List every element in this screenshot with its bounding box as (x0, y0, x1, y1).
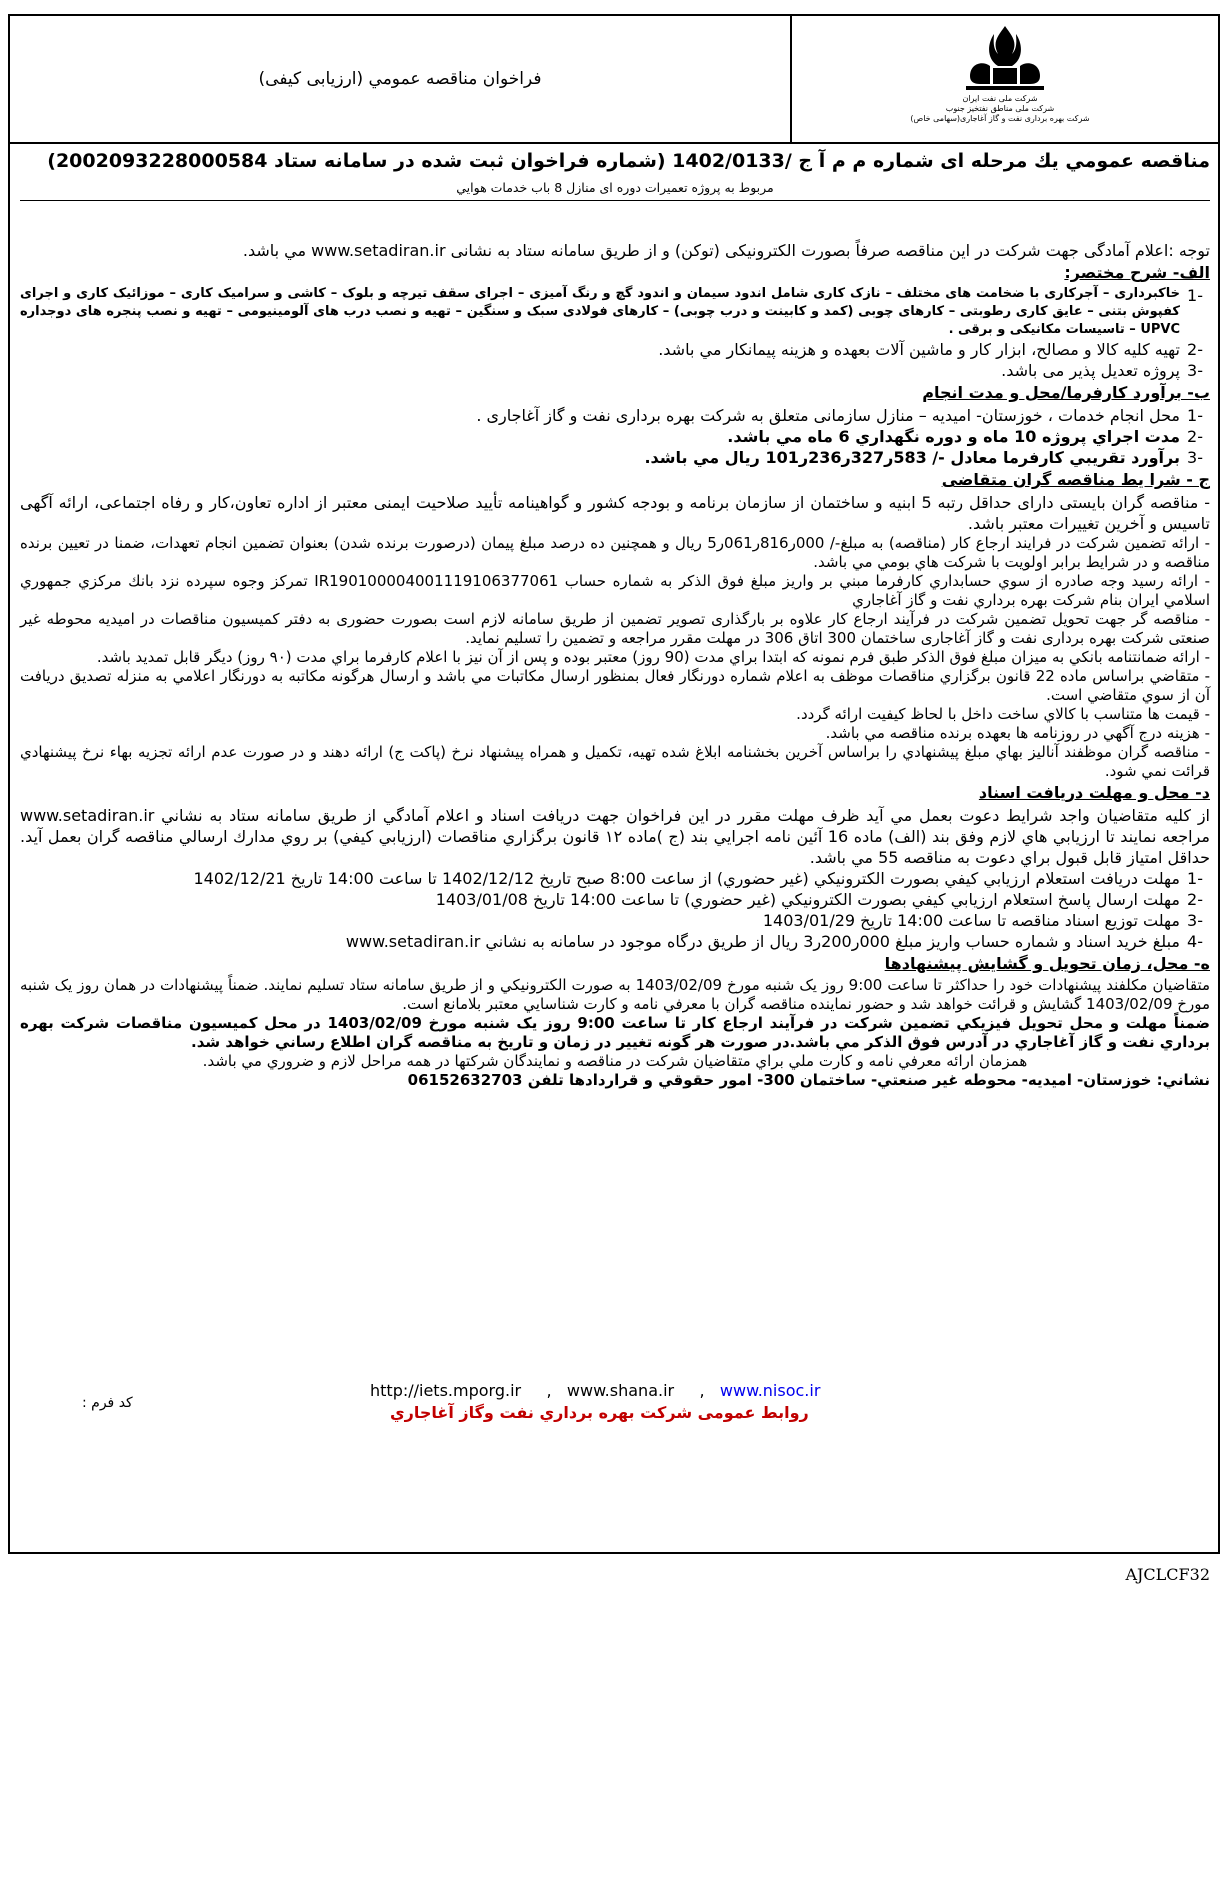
list-item: -2 مدت اجراي پروژه 10 ماه و دوره نگهداري 6 ماه مي باشد. (727, 427, 1203, 446)
list-item: -3 پروژه تعديل پذير می باشد. (1001, 361, 1203, 380)
section-be-heading: ب- برآورد كارفرما/محل و مدت انجام (922, 383, 1210, 402)
form-code: AJCLCF32 (1125, 1565, 1210, 1584)
title-divider (20, 200, 1210, 201)
logo-caption (790, 94, 1210, 124)
list-item: -3 مهلت توزيع اسناد مناقصه تا ساعت 14:00 تاريخ 1403/01/29 (762, 911, 1203, 930)
link-iets[interactable]: http://iets.mporg.ir (370, 1381, 522, 1400)
section-de-intro: از كليه متقاضيان واجد شرايط دعوت بعمل مي آيد ظرف مهلت مقرر در اين فراخوان جهت دريافت اسناد و اعلام آمادگي از طريق سامانه ستاد به نشاني www.setadiran.ir مراجعه نمايند تا ارزيابي هاي لازم وفق بند (الف) ماده 16 آئين نامه اجرايي بند (ج )ماده ۱۲ قانون برگزاري مناقصات (ارزيابي كيفي) بر روي مدارك ارسالي مناقصه گران بعمل آيد. حداقل امتياز قابل قبول براي دعوت به مناقصه 55 مي باشد. (20, 806, 1211, 867)
list-item: -4 مبلغ خريد اسناد و شماره حساب واريز مبلغ 000ر200ر3 ريال از طريق درگاه موجود در سامانه به نشاني www.setadiran.ir (345, 932, 1203, 951)
tender-title: مناقصه عمومي يك مرحله ای شماره م م آ ج /1402/0133 (شماره فراخوان ثبت شده در سامانه ستاد 2002093228000584) (47, 150, 1210, 172)
section-he-bold-text: ضمناً مهلت و محل تحويل فيزيكي تضمين شركت در فرآيند ارجاع كار تا ساعت 9:00 روز يک شنبه مورخ 1403/02/09 در محل كميسيون مناقصات شركت بهره برداري نفت و گاز آغاجاري در آدرس فوق الذكر مي باشد.در صورت هر گونه تغيير در زمان و تاريخ به مناقصه گران اطلاع رساني خواهد شد. (20, 1014, 1210, 1051)
list-item: -1 خاکبرداری – آجرکاری با ضخامت های مختلف – نازک کاری شامل اندود سيمان و اندود گچ و رنگ آميزی – اجرای سقف تيرچه و بلوک – کاشی و سراميک کاری – موزائيک کاری و اجرای کفپوش بتنی – عايق کاری رطوبتی – کارهای چوبی (کمد و کابينت و درب چوبی) – کارهای فولادی سبک و سنگين – تهيه و نصب درب های آلومينيومی – تهيه و نصب پنجره های دوجداره UPVC – تاسيسات مکانيکی و برقی . (20, 286, 1203, 337)
section-he-heading: ه- محل، زمان تحويل و گشايش پيشنهادها (884, 954, 1210, 973)
list-item: -2 مهلت ارسال پاسخ استعلام ارزيابي كيفي بصورت الكترونيكي (غير حضوري) تا ساعت 14:00 تاريخ 1403/01/08 (435, 890, 1203, 909)
list-item: -1 محل انجام خدمات ، خوزستان- اميديه – منازل سازمانی متعلق به شرکت بهره برداری نفت و گاز آغاجاری . (476, 406, 1203, 425)
form-code-label: کد فرم : (82, 1395, 133, 1411)
footer-links (370, 1381, 820, 1400)
list-item: - قيمت ها متناسب با كالاي ساخت داخل با لحاظ كيفيت ارائه گردد. (796, 705, 1210, 723)
logo-line: شرکت ملی نفت ایران (962, 94, 1038, 103)
list-item: - مناقصه گر جهت تحويل تضمين شرکت در فرآيند ارجاع کار علاوه بر بارگذاری تصوير تضمين از طريق سامانه لازم است بصورت حضوری به دفتر کميسيون مناقصات در اميديه محوطه غير صنعتی شرکت بهره برداری نفت و گاز آغاجاری ساختمان 300 اتاق 306 در مهلت مقرر مراجعه و تضمين را تسليم نمايد. (20, 610, 1210, 647)
company-logo (792, 16, 1220, 142)
tender-subtitle: مربوط به پروژه تعميرات دوره ای منازل 8 باب خدمات هوايي (456, 180, 774, 195)
list-item: - ارائه ضمانتنامه بانكي به ميزان مبلغ فوق الذكر طبق فرم نمونه كه ابتدا براي مدت (90 روز) معتبر بوده و پس از آن نيز با اعلام كارفرما براي مدت (۹۰ روز) ديگر قابل تمديد باشد. (96, 648, 1210, 666)
list-item: - مناقصه گران موظفند آناليز بهاي مبلغ پيشنهادي را براساس آخرين بخشنامه ابلاغ شده تهيه، تكميل و همراه پيشنهاد نرخ (پاكت ج) ارائه دهند و در صورت عدم ارائه تجزيه بهاء نرخ پيشنهادي قرائت نمي شود. (20, 743, 1210, 780)
link-separator: , (699, 1381, 705, 1400)
logo-line: شرکت ملی مناطق نفتخیز جنوب (945, 104, 1055, 113)
flame-emblem-icon (960, 24, 1050, 92)
link-nisoc[interactable]: www.nisoc.ir (719, 1381, 821, 1400)
list-item: -3 برآورد تقريبي كارفرما معادل -/ 583ر327ر236ر101 ريال مي باشد. (644, 448, 1203, 467)
list-item: - هزينه درج آگهي در روزنامه ها بعهده برنده مناقصه مي باشد. (825, 724, 1210, 742)
header (10, 16, 1218, 144)
header-title: فراخوان مناقصه عمومي (ارزيابی کيفی) (258, 69, 542, 89)
section-he-text: متقاضيان مكلفند پيشنهادات خود را حداكثر تا ساعت 9:00 روز يک شنبه مورخ 1403/02/09 به صورت الكترونيكي و از طريق سامانه ستاد تسليم نمايند. ضمناً پيشنهادات در همان روز يک شنبه مورخ 1403/02/09 گشايش و قرائت خواهد شد و حضور نماينده مناقصه گران با معرفي نامه و كارت شناسايي معتبر بلامانع است. (20, 976, 1211, 1013)
logo-line: شرکت بهره برداری نفت و گاز آغاجاری(سهامی خاص) (910, 114, 1090, 123)
link-shana[interactable]: www.shana.ir (566, 1381, 675, 1400)
notice-text: توجه :اعلام آمادگی جهت شرکت در اين مناقصه صرفاً بصورت الکترونيکی (توکن) و از طريق سامانه ستاد به نشانی www.setadiran.ir مي باشد. (242, 241, 1210, 260)
section-he-note: همزمان ارائه معرفي نامه و كارت ملي براي متقاضيان شركت در مناقصه و نمايندگان شركتها در همه مراحل لازم و ضروري مي باشد. (202, 1052, 1028, 1070)
notice-frame (8, 14, 1220, 1554)
public-relations-label: روابط عمومی شرکت بهره برداري نفت وگاز آغاجاري (390, 1403, 809, 1422)
section-je-heading: ج - شرا يط مناقصه گران متقاضی (941, 470, 1210, 489)
list-item: - ارائه رسيد وجه صادره از سوي حسابداري كارفرما مبني بر واريز مبلغ فوق الذكر به شماره حساب IR190100004001119106377061 تمركز وجوه سپرده نزد بانك مركزي جمهوري اسلامي ايران بنام شركت بهره برداري نفت و گاز آغاجاري (20, 572, 1210, 609)
section-alef-heading: الف- شرح مختصر: (1064, 263, 1210, 282)
link-separator: , (546, 1381, 552, 1400)
section-de-heading: د- محل و مهلت دريافت اسناد (978, 783, 1210, 802)
notice-body (20, 240, 1210, 1090)
contact-address: نشاني: خوزستان- اميديه- محوطه غير صنعتي- ساختمان 300- امور حقوقي و قراردادها تلفن 06152632703 (407, 1071, 1210, 1089)
list-item: - ارائه تضمين شرکت در فرايند ارجاع کار (مناقصه) به مبلغ-/ 000ر816ر061ر5 ريال و همچنين ده درصد مبلغ پيمان (درصورت برنده شدن) بعنوان تضمين انجام تعهدات، ضمنا در تعيين برنده مناقصه و در شرايط برابر اولويت با شركت هاي بومي مي باشد. (20, 534, 1210, 571)
list-item: - متقاضي براساس ماده 22 قانون برگزاري مناقصات موظف به اعلام شماره دورنگار فعال بمنظور ارسال مكاتبات مي باشد و ارسال هرگونه مكاتبه به دورنگار اعلامي به منزله تصديق دريافت آن از سوي متقاضي است. (20, 667, 1210, 704)
list-item: - مناقصه گران بايستی دارای حداقل رتبه 5 ابنيه و ساختمان از سازمان برنامه و بودجه کشور و گواهينامه تأييد صلاحيت ايمنی معتبر از اداره تعاون،کار و رفاه اجتماعی، ارائه آگهی تاسيس و آخرين تغييرات معتبر باشد. (20, 493, 1210, 533)
list-item: -1 مهلت دريافت استعلام ارزيابي كيفي بصورت الكترونيكي (غير حضوري) از ساعت 8:00 صبح تاريخ 1402/12/12 تا ساعت 14:00 تاريخ 1402/12/21 (193, 869, 1203, 888)
list-item: -2 تهيه كليه كالا و مصالح، ابزار كار و ماشين آلات بعهده و هزينه پيمانكار مي باشد. (658, 340, 1203, 359)
